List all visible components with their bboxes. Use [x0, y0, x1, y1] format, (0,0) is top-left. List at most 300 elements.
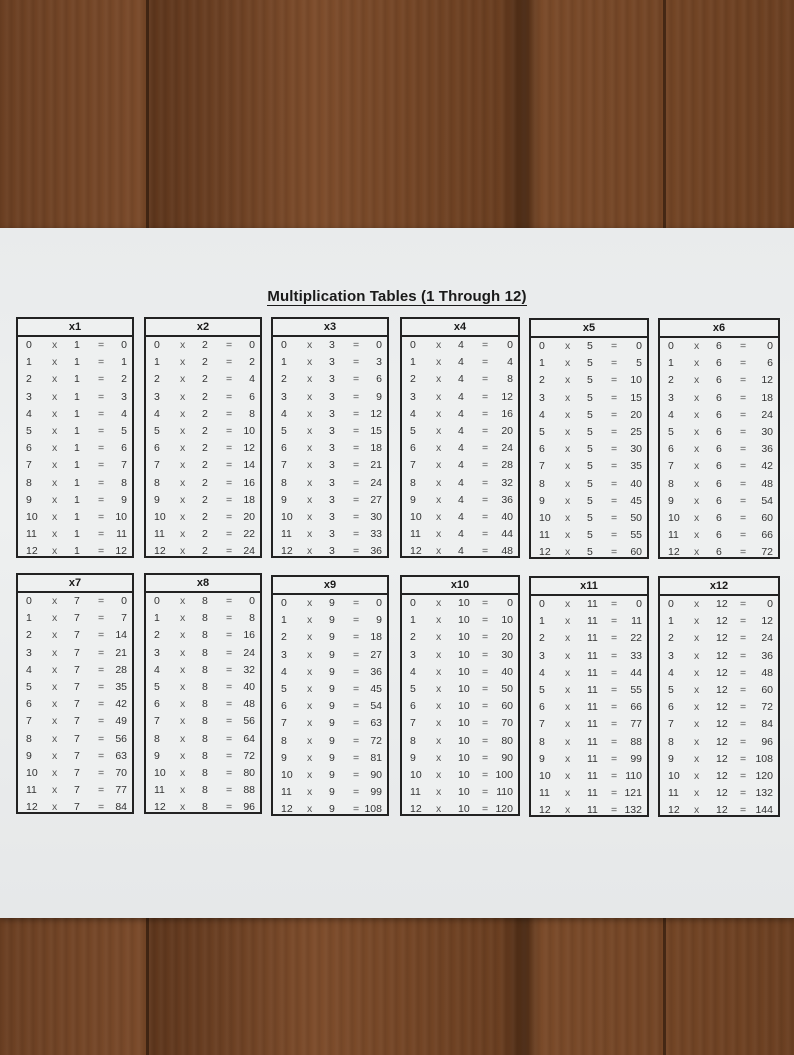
factor-cell: 3 — [329, 407, 335, 420]
times-symbol: x — [180, 424, 186, 437]
multiplier-cell: 8 — [281, 476, 287, 489]
table-row — [531, 424, 647, 441]
equals-symbol: = — [482, 528, 489, 541]
factor-cell: 5 — [587, 374, 593, 387]
result-cell: 6 — [376, 373, 382, 386]
result-cell: 60 — [761, 511, 773, 524]
multiplier-cell: 9 — [668, 752, 674, 765]
result-cell: 2 — [249, 356, 255, 369]
result-cell: 15 — [630, 391, 642, 404]
times-symbol: x — [565, 357, 571, 370]
equals-symbol: = — [353, 459, 360, 472]
multiplier-cell: 8 — [154, 476, 160, 489]
table-row — [402, 733, 518, 750]
table-row — [660, 802, 778, 819]
equals-symbol: = — [740, 787, 747, 800]
result-cell: 7 — [121, 612, 127, 625]
factor-cell: 10 — [458, 751, 470, 764]
result-cell: 84 — [115, 801, 127, 814]
result-cell: 144 — [755, 804, 773, 817]
equals-symbol: = — [353, 476, 360, 489]
multiplier-cell: 7 — [668, 718, 674, 731]
table-row — [146, 509, 260, 526]
table-row — [146, 389, 260, 406]
times-symbol: x — [180, 459, 186, 472]
factor-cell: 5 — [587, 546, 593, 559]
multiplier-cell: 7 — [26, 715, 32, 728]
times-symbol: x — [180, 442, 186, 455]
factor-cell: 8 — [202, 629, 208, 642]
factor-cell: 5 — [587, 511, 593, 524]
multiplier-cell: 3 — [281, 648, 287, 661]
equals-symbol: = — [482, 717, 489, 730]
times-symbol: x — [436, 373, 442, 386]
factor-cell: 2 — [202, 373, 208, 386]
result-cell: 56 — [243, 715, 255, 728]
table-row — [146, 423, 260, 440]
equals-symbol: = — [98, 612, 105, 625]
multiplier-cell: 8 — [410, 734, 416, 747]
result-cell: 0 — [121, 595, 127, 607]
table-header: x5 — [531, 320, 647, 338]
result-cell: 22 — [630, 632, 642, 645]
equals-symbol: = — [226, 424, 233, 437]
equals-symbol: = — [740, 408, 747, 421]
factor-cell: 5 — [587, 425, 593, 438]
times-symbol: x — [436, 339, 442, 351]
times-symbol: x — [565, 666, 571, 679]
equals-symbol: = — [740, 443, 747, 456]
factor-cell: 3 — [329, 373, 335, 386]
table-row — [18, 731, 132, 748]
factor-cell: 4 — [458, 390, 464, 403]
multiplier-cell: 1 — [26, 356, 32, 369]
factor-cell: 7 — [74, 766, 80, 779]
table-row — [18, 406, 132, 423]
multiplier-cell: 11 — [539, 529, 550, 542]
multiplier-cell: 12 — [281, 545, 293, 558]
times-symbol: x — [436, 786, 442, 799]
result-cell: 0 — [376, 339, 382, 351]
table-row — [146, 731, 260, 748]
equals-symbol: = — [353, 665, 360, 678]
result-cell: 77 — [115, 784, 127, 797]
factor-cell: 9 — [329, 614, 335, 627]
equals-symbol: = — [226, 629, 233, 642]
equals-symbol: = — [740, 752, 747, 765]
times-table-x8 — [144, 573, 262, 814]
factor-cell: 9 — [329, 803, 335, 816]
multiplier-cell: 3 — [410, 390, 416, 403]
table-row — [273, 457, 387, 474]
equals-symbol: = — [611, 460, 618, 473]
table-row — [273, 664, 387, 681]
multiplier-cell: 6 — [26, 442, 32, 455]
times-symbol: x — [307, 665, 313, 678]
table-row — [18, 423, 132, 440]
table-row — [660, 355, 778, 372]
times-symbol: x — [180, 545, 186, 558]
factor-cell: 12 — [716, 752, 728, 765]
result-cell: 22 — [243, 528, 255, 541]
multiplier-cell: 6 — [410, 442, 416, 455]
times-symbol: x — [180, 493, 186, 506]
table-row — [146, 782, 260, 799]
result-cell: 54 — [761, 494, 773, 507]
result-cell: 10 — [243, 424, 255, 437]
multiplier-cell: 4 — [154, 407, 160, 420]
printed-paper-sheet — [0, 228, 794, 918]
multiplier-cell: 3 — [539, 649, 545, 662]
times-symbol: x — [180, 528, 186, 541]
factor-cell: 11 — [587, 752, 598, 765]
multiplier-cell: 12 — [410, 803, 422, 816]
multiplier-cell: 0 — [154, 595, 160, 607]
factor-cell: 1 — [74, 476, 80, 489]
factor-cell: 12 — [716, 598, 728, 610]
multiplier-cell: 8 — [26, 732, 32, 745]
times-symbol: x — [307, 493, 313, 506]
factor-cell: 9 — [329, 597, 335, 609]
equals-symbol: = — [353, 545, 360, 558]
equals-symbol: = — [740, 357, 747, 370]
times-symbol: x — [565, 701, 571, 714]
table-row — [146, 679, 260, 696]
result-cell: 18 — [370, 442, 382, 455]
equals-symbol: = — [611, 477, 618, 490]
result-cell: 50 — [630, 511, 642, 524]
multiplier-cell: 4 — [281, 665, 287, 678]
times-symbol: x — [307, 390, 313, 403]
result-cell: 20 — [501, 424, 513, 437]
times-table-x7 — [16, 573, 134, 814]
table-row — [18, 492, 132, 509]
result-cell: 0 — [636, 340, 642, 352]
times-symbol: x — [180, 663, 186, 676]
table-row — [402, 337, 518, 354]
equals-symbol: = — [353, 631, 360, 644]
equals-symbol: = — [226, 612, 233, 625]
times-symbol: x — [180, 646, 186, 659]
equals-symbol: = — [740, 598, 747, 610]
equals-symbol: = — [482, 648, 489, 661]
factor-cell: 1 — [74, 356, 80, 369]
table-row — [18, 509, 132, 526]
result-cell: 30 — [761, 425, 773, 438]
factor-cell: 4 — [458, 407, 464, 420]
equals-symbol: = — [740, 769, 747, 782]
factor-cell: 9 — [329, 751, 335, 764]
table-row — [531, 458, 647, 475]
times-symbol: x — [52, 407, 58, 420]
result-cell: 70 — [501, 717, 513, 730]
multiplier-cell: 3 — [281, 390, 287, 403]
equals-symbol: = — [98, 749, 105, 762]
multiplier-cell: 2 — [668, 632, 674, 645]
result-cell: 18 — [761, 391, 773, 404]
times-symbol: x — [565, 494, 571, 507]
multiplier-cell: 3 — [154, 646, 160, 659]
table-row — [660, 441, 778, 458]
multiplier-cell: 7 — [154, 459, 160, 472]
result-cell: 12 — [761, 615, 773, 628]
factor-cell: 8 — [202, 766, 208, 779]
result-cell: 60 — [501, 700, 513, 713]
factor-cell: 3 — [329, 459, 335, 472]
times-symbol: x — [565, 340, 571, 352]
times-symbol: x — [694, 683, 700, 696]
factor-cell: 1 — [74, 459, 80, 472]
times-symbol: x — [52, 476, 58, 489]
result-cell: 28 — [115, 663, 127, 676]
equals-symbol: = — [740, 425, 747, 438]
result-cell: 32 — [243, 663, 255, 676]
table-row — [660, 527, 778, 544]
result-cell: 81 — [370, 751, 382, 764]
table-row — [402, 440, 518, 457]
times-symbol: x — [436, 614, 442, 627]
multiplier-cell: 5 — [26, 424, 32, 437]
times-symbol: x — [694, 701, 700, 714]
table-row — [660, 699, 778, 716]
result-cell: 2 — [121, 373, 127, 386]
table-row — [273, 371, 387, 388]
multiplier-cell: 12 — [539, 546, 551, 559]
result-cell: 45 — [370, 682, 382, 695]
table-row — [146, 662, 260, 679]
equals-symbol: = — [98, 698, 105, 711]
factor-cell: 10 — [458, 734, 470, 747]
factor-cell: 10 — [458, 682, 470, 695]
factor-cell: 3 — [329, 528, 335, 541]
times-symbol: x — [52, 612, 58, 625]
multiplier-cell: 2 — [281, 631, 287, 644]
times-symbol: x — [307, 717, 313, 730]
table-row — [146, 645, 260, 662]
multiplier-cell: 5 — [410, 424, 416, 437]
equals-symbol: = — [353, 700, 360, 713]
table-row — [146, 593, 260, 610]
times-symbol: x — [436, 545, 442, 558]
times-symbol: x — [694, 408, 700, 421]
result-cell: 84 — [761, 718, 773, 731]
table-row — [660, 630, 778, 647]
result-cell: 10 — [630, 374, 642, 387]
table-row — [531, 390, 647, 407]
factor-cell: 12 — [716, 718, 728, 731]
factor-cell: 6 — [716, 443, 722, 456]
times-symbol: x — [307, 339, 313, 351]
times-table-x1 — [16, 317, 134, 558]
times-symbol: x — [180, 476, 186, 489]
equals-symbol: = — [611, 718, 618, 731]
factor-cell: 9 — [329, 631, 335, 644]
factor-cell: 10 — [458, 648, 470, 661]
multiplier-cell: 5 — [281, 424, 287, 437]
table-row — [402, 492, 518, 509]
equals-symbol: = — [611, 615, 618, 628]
table-row — [402, 526, 518, 543]
result-cell: 8 — [249, 612, 255, 625]
times-symbol: x — [180, 732, 186, 745]
factor-cell: 9 — [329, 734, 335, 747]
times-symbol: x — [307, 528, 313, 541]
equals-symbol: = — [98, 528, 105, 541]
table-row — [146, 354, 260, 371]
result-cell: 90 — [370, 768, 382, 781]
table-row — [146, 371, 260, 388]
table-row — [531, 441, 647, 458]
table-header: x2 — [146, 319, 260, 337]
factor-cell: 8 — [202, 663, 208, 676]
table-row — [146, 713, 260, 730]
equals-symbol: = — [98, 373, 105, 386]
times-symbol: x — [307, 803, 313, 816]
result-cell: 0 — [507, 339, 513, 351]
result-cell: 9 — [376, 390, 382, 403]
result-cell: 70 — [115, 766, 127, 779]
equals-symbol: = — [353, 442, 360, 455]
times-symbol: x — [694, 615, 700, 628]
times-symbol: x — [52, 373, 58, 386]
table-row — [402, 371, 518, 388]
result-cell: 3 — [121, 390, 127, 403]
multiplier-cell: 7 — [539, 718, 545, 731]
multiplier-cell: 0 — [281, 597, 287, 609]
multiplier-cell: 4 — [26, 407, 32, 420]
times-symbol: x — [52, 663, 58, 676]
result-cell: 80 — [243, 766, 255, 779]
multiplier-cell: 1 — [410, 356, 416, 369]
factor-cell: 1 — [74, 510, 80, 523]
equals-symbol: = — [611, 340, 618, 352]
multiplier-cell: 3 — [668, 391, 674, 404]
multiplier-cell: 6 — [668, 701, 674, 714]
equals-symbol: = — [611, 701, 618, 714]
factor-cell: 3 — [329, 476, 335, 489]
result-cell: 0 — [249, 339, 255, 351]
result-cell: 108 — [364, 803, 382, 816]
equals-symbol: = — [353, 528, 360, 541]
table-row — [531, 407, 647, 424]
table-row — [660, 648, 778, 665]
factor-cell: 2 — [202, 356, 208, 369]
equals-symbol: = — [482, 476, 489, 489]
table-row — [531, 734, 647, 751]
multiplier-cell: 8 — [539, 477, 545, 490]
times-symbol: x — [436, 597, 442, 609]
table-row — [18, 440, 132, 457]
equals-symbol: = — [740, 546, 747, 559]
multiplier-cell: 3 — [410, 648, 416, 661]
factor-cell: 11 — [587, 701, 598, 714]
multiplier-cell: 4 — [154, 663, 160, 676]
factor-cell: 10 — [458, 786, 470, 799]
times-symbol: x — [694, 443, 700, 456]
result-cell: 40 — [501, 665, 513, 678]
times-symbol: x — [694, 718, 700, 731]
times-symbol: x — [565, 511, 571, 524]
multiplier-cell: 2 — [668, 374, 674, 387]
times-symbol: x — [436, 665, 442, 678]
equals-symbol: = — [482, 786, 489, 799]
times-symbol: x — [180, 339, 186, 351]
multiplier-cell: 1 — [281, 614, 287, 627]
equals-symbol: = — [226, 663, 233, 676]
times-symbol: x — [52, 698, 58, 711]
equals-symbol: = — [226, 373, 233, 386]
multiplier-cell: 7 — [668, 460, 674, 473]
equals-symbol: = — [98, 339, 105, 351]
times-symbol: x — [694, 787, 700, 800]
multiplier-cell: 12 — [539, 804, 551, 817]
times-symbol: x — [565, 683, 571, 696]
multiplier-cell: 5 — [26, 680, 32, 693]
factor-cell: 9 — [329, 682, 335, 695]
table-row — [402, 681, 518, 698]
multiplier-cell: 10 — [668, 769, 680, 782]
result-cell: 33 — [630, 649, 642, 662]
multiplier-cell: 1 — [281, 356, 287, 369]
table-header: x9 — [273, 577, 387, 595]
equals-symbol: = — [482, 682, 489, 695]
times-symbol: x — [436, 356, 442, 369]
equals-symbol: = — [482, 751, 489, 764]
equals-symbol: = — [611, 769, 618, 782]
table-row — [402, 801, 518, 818]
times-symbol: x — [694, 598, 700, 610]
result-cell: 24 — [761, 632, 773, 645]
equals-symbol: = — [740, 494, 747, 507]
factor-cell: 11 — [587, 666, 598, 679]
times-symbol: x — [436, 407, 442, 420]
equals-symbol: = — [226, 493, 233, 506]
times-symbol: x — [52, 424, 58, 437]
table-row — [273, 715, 387, 732]
result-cell: 63 — [370, 717, 382, 730]
factor-cell: 12 — [716, 804, 728, 817]
factor-cell: 8 — [202, 784, 208, 797]
multiplier-cell: 8 — [26, 476, 32, 489]
times-symbol: x — [52, 629, 58, 642]
table-row — [146, 475, 260, 492]
factor-cell: 1 — [74, 493, 80, 506]
factor-cell: 4 — [458, 459, 464, 472]
factor-cell: 4 — [458, 339, 464, 351]
times-symbol: x — [180, 766, 186, 779]
table-row — [531, 596, 647, 613]
multiplier-cell: 9 — [539, 494, 545, 507]
equals-symbol: = — [740, 529, 747, 542]
equals-symbol: = — [353, 682, 360, 695]
multiplier-cell: 0 — [410, 597, 416, 609]
times-symbol: x — [307, 459, 313, 472]
multiplier-cell: 6 — [154, 442, 160, 455]
table-row — [402, 389, 518, 406]
table-row — [273, 543, 387, 560]
factor-cell: 6 — [716, 425, 722, 438]
times-symbol: x — [436, 734, 442, 747]
result-cell: 64 — [243, 732, 255, 745]
multiplier-cell: 11 — [410, 528, 421, 541]
result-cell: 42 — [115, 698, 127, 711]
times-symbol: x — [307, 768, 313, 781]
factor-cell: 8 — [202, 749, 208, 762]
factor-cell: 3 — [329, 390, 335, 403]
table-row — [146, 457, 260, 474]
result-cell: 6 — [121, 442, 127, 455]
factor-cell: 1 — [74, 424, 80, 437]
